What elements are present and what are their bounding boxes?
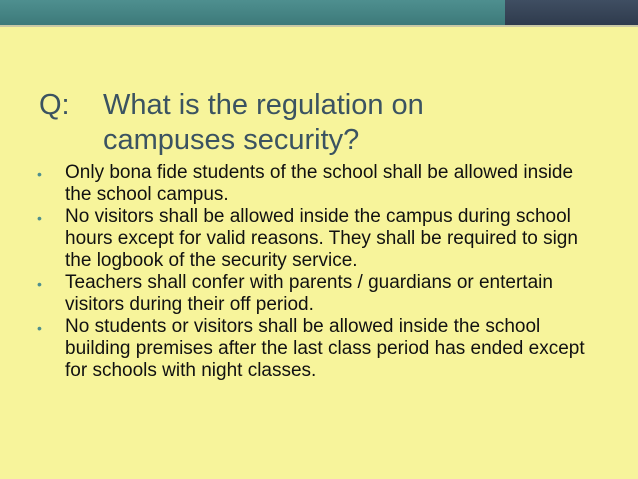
bullet-icon: • xyxy=(37,210,42,226)
title-text: What is the regulation on campuses security? xyxy=(103,89,424,156)
bullet-icon: • xyxy=(37,320,42,336)
bullet-item xyxy=(37,162,597,206)
bullet-list xyxy=(37,162,597,382)
bullet-icon: • xyxy=(37,166,42,182)
bullet-text: No students or visitors shall be allowed inside the school building premises after the last class period has ended except for schools with night classes. xyxy=(65,316,585,381)
bullet-text: Teachers shall confer with parents / guardians or entertain visitors during their off period. xyxy=(65,272,553,315)
slide-title xyxy=(39,88,503,158)
header-divider xyxy=(0,25,638,27)
bullet-item xyxy=(37,316,597,382)
header-band-teal xyxy=(0,0,505,25)
bullet-item xyxy=(37,272,597,316)
title-prefix: Q: xyxy=(39,89,70,121)
bullet-text: Only bona fide students of the school shall be allowed inside the school campus. xyxy=(65,162,574,205)
header-band xyxy=(0,0,638,25)
header-band-dark xyxy=(505,0,638,25)
bullet-icon: • xyxy=(37,276,42,292)
bullet-item xyxy=(37,206,597,272)
bullet-text: No visitors shall be allowed inside the campus during school hours except for valid reasons. They shall be required to sign the logbook of the security service. xyxy=(65,206,578,271)
